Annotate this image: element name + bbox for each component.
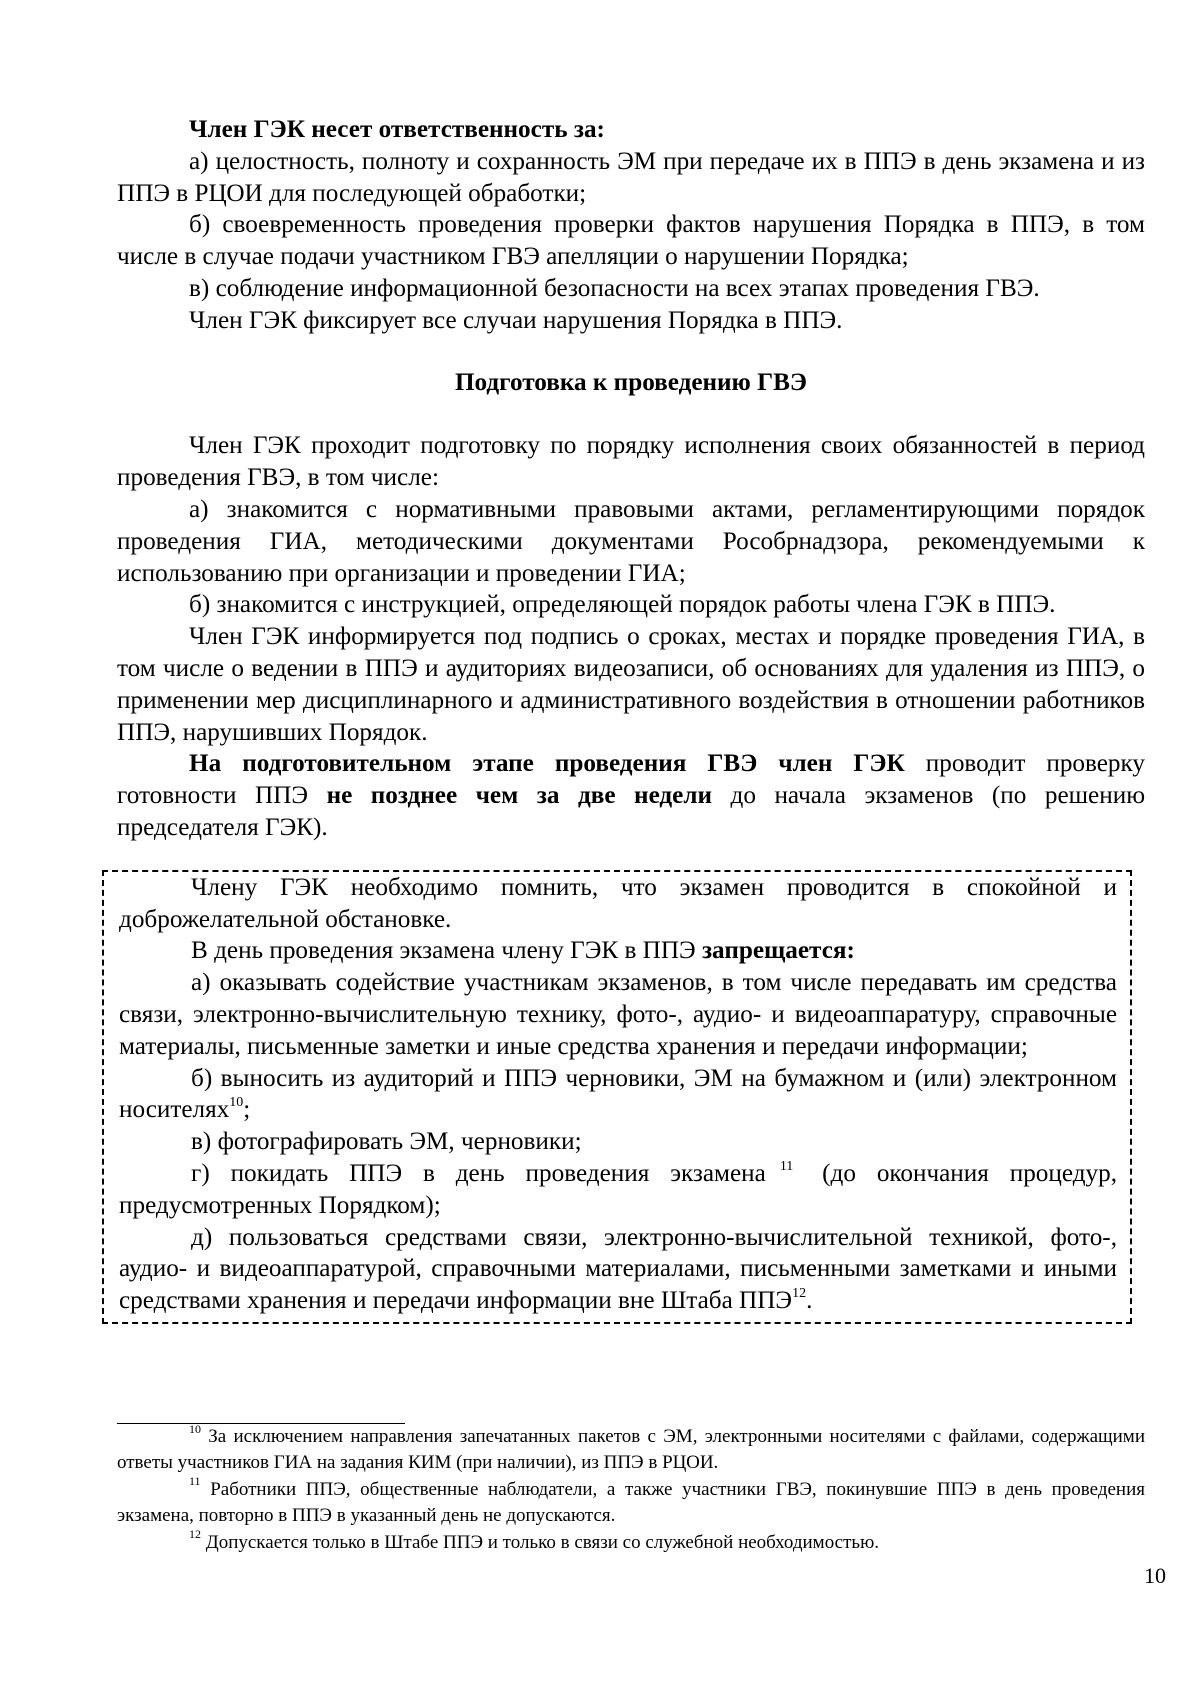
responsibility-item-b: б) своевременность проведения проверки фактов нарушения Порядка в ППЭ, в том числе в случае подачи участником ГВЭ апелляции о нарушении Порядка;	[117, 211, 1145, 271]
forbidden-item-b: б) выносить из аудиторий и ППЭ черновики, ЭМ на бумажном и (или) электронном носителях$^{10}$;	[119, 1064, 1117, 1124]
informed-paragraph: Член ГЭК информируется под подпись о сроках, местах и порядке проведения ГИА, в том числе о ведении в ППЭ и аудиториях видеозаписи, об основаниях для удаления из ППЭ, о применении мер дисциплинарного и административного воздействия в отношении работников ППЭ, нарушивших Порядок.	[117, 623, 1145, 746]
footnote-11: $^{11}$ Работники ППЭ, общественные наблюдатели, а также участники ГВЭ, покинувшие ППЭ в день проведения экзамена, повторно в ППЭ в указанный день не допускаются.	[117, 1474, 1146, 1527]
forbidden-item-g: г) покидать ППЭ в день проведения экзамена $^{11}$ (до окончания процедур, предусмотренных Порядком);	[119, 1158, 1118, 1219]
forbidden-item-v: в) фотографировать ЭМ, черновики;	[191, 1128, 582, 1156]
responsibility-item-a: а) целостность, полноту и сохранность ЭМ при передаче их в ППЭ в день экзамена и из ППЭ в РЦОИ для последующей обработки;	[117, 147, 1145, 207]
footnote-12: $^{12}$ Допускается только в Штабе ППЭ и только в связи со служебной необходимостью.	[189, 1527, 880, 1553]
section-title-responsibility: Член ГЭК несет ответственность за:	[189, 116, 605, 143]
prohibitions-box	[102, 870, 1132, 1324]
preparatory-stage-bold: На подготовительном этапе проведения ГВЭ член ГЭК	[189, 750, 905, 778]
footnote-ref-10: 10	[229, 1094, 244, 1110]
preparatory-stage-paragraph: На подготовительном этапе проведения ГВЭ член ГЭК проводит проверку готовности ППЭ не позднее чем за две недели до начала экзаменов (по решению председателя ГЭК).	[117, 750, 1146, 841]
forbidden-lead: В день проведения экзамена члену ГЭК в ППЭ запрещается:	[191, 937, 855, 965]
preparation-item-b: б) знакомится с инструкцией, определяющей порядок работы члена ГЭК в ППЭ.	[189, 591, 1056, 619]
section-heading-preparation: Подготовка к проведению ГВЭ	[454, 368, 808, 396]
deadline-bold: не позднее чем за две недели	[326, 782, 712, 810]
footnote-ref-12: 12	[792, 1285, 807, 1301]
footnote-10: $^{10}$ За исключением направления запечатанных пакетов с ЭМ, электронными носителями с файлами, содержащими ответы участников ГИА на задания КИМ (при наличии), из ППЭ в РЦОИ.	[117, 1421, 1145, 1474]
footnotes	[117, 1421, 1146, 1556]
preparation-intro: Член ГЭК проходит подготовку по порядку исполнения своих обязанностей в период проведения ГВЭ, в том числе:	[117, 432, 1145, 492]
page-number: 10	[1144, 1563, 1166, 1588]
responsibility-item-v: в) соблюдение информационной безопасности на всех этапах проведения ГВЭ.	[189, 274, 1040, 302]
violations-note: Член ГЭК фиксирует все случаи нарушения Порядка в ППЭ.	[189, 306, 843, 334]
remember-note: Члену ГЭК необходимо помнить, что экзамен проводится в спокойной и доброжелательной обстановке.	[119, 873, 1117, 933]
forbidden-item-a: а) оказывать содействие участникам экзаменов, в том числе передавать им средства связи, электронно-вычислительную технику, фото-, аудио- и видеоаппаратуру, справочные материалы, письменные заметки и иные средства хранения и передачи информации;	[119, 969, 1117, 1060]
footnote-ref-11: 11	[779, 1158, 794, 1174]
forbidden-item-d: д) пользоваться средствами связи, электронно-вычислительной техникой, фото-, аудио- и видеоаппаратурой, справочными материалами, письменными заметками и иными средствами хранения и передачи информации вне Штаба ППЭ$^{12}$.	[119, 1223, 1117, 1315]
main-text	[117, 114, 1145, 1324]
preparation-item-a: а) знакомится с нормативными правовыми актами, регламентирующими порядок проведения ГИА, методическими документами Рособрнадзора, рекомендуемыми к использованию при организации и проведении ГИА;	[117, 495, 1145, 587]
